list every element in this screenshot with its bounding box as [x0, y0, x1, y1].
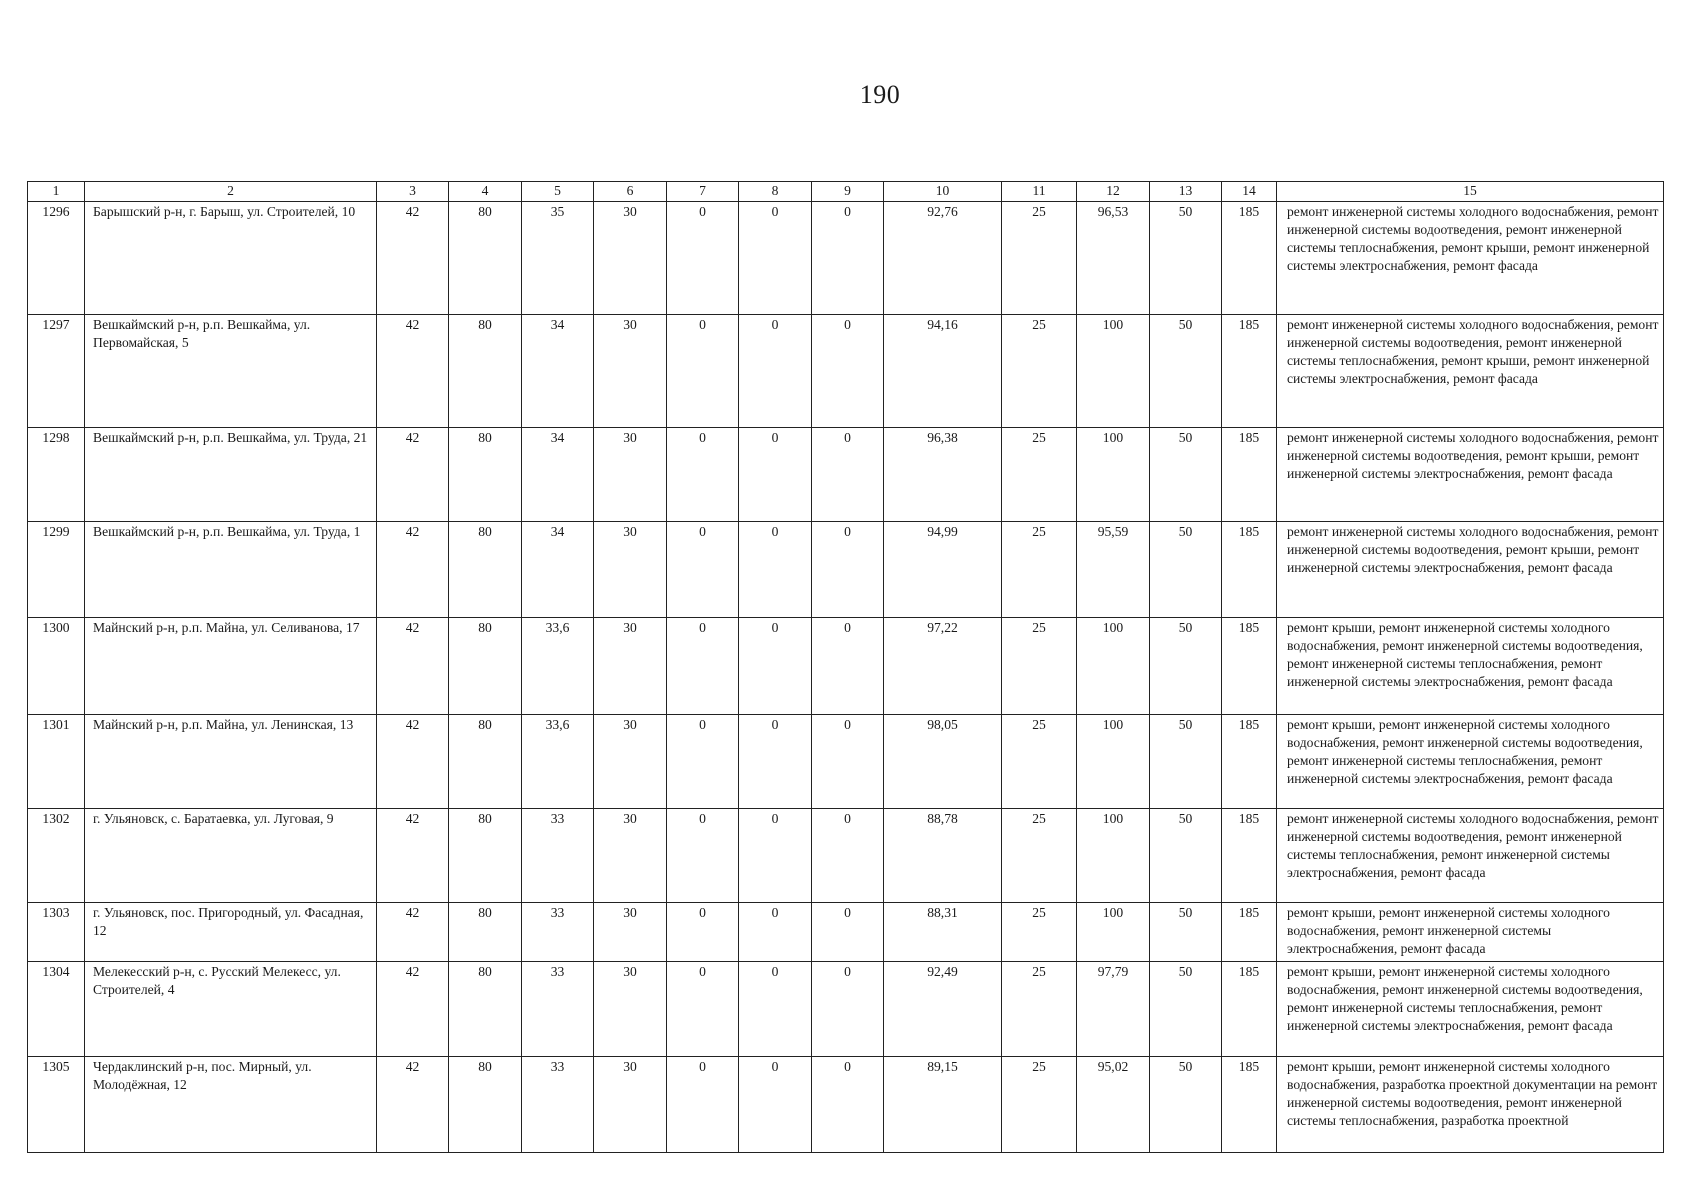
value-cell: 94,99 — [884, 522, 1002, 618]
works-list-cell: ремонт инженерной системы холодного водоснабжения, ремонт инженерной системы водоотведения, ремонт крыши, ремонт инженерной системы электроснабжения, ремонт фасада — [1277, 522, 1664, 618]
column-header: 1 — [28, 182, 85, 202]
value-cell: 0 — [739, 522, 812, 618]
value-cell: 0 — [667, 809, 739, 903]
value-cell: 42 — [377, 315, 449, 428]
address-cell: Барышский р-н, г. Барыш, ул. Строителей, 10 — [85, 202, 377, 315]
works-list-cell: ремонт крыши, ремонт инженерной системы холодного водоснабжения, ремонт инженерной системы водоотведения, ремонт инженерной системы теплоснабжения, ремонт инженерной системы электроснабжения, ремонт фасада — [1277, 618, 1664, 715]
value-cell: 50 — [1150, 202, 1222, 315]
value-cell: 185 — [1222, 315, 1277, 428]
value-cell: 42 — [377, 903, 449, 962]
value-cell: 33,6 — [522, 618, 594, 715]
row-id-cell: 1305 — [28, 1057, 85, 1153]
value-cell: 30 — [594, 428, 667, 522]
address-cell: Майнский р-н, р.п. Майна, ул. Селиванова, 17 — [85, 618, 377, 715]
value-cell: 0 — [739, 428, 812, 522]
value-cell: 92,49 — [884, 962, 1002, 1057]
value-cell: 100 — [1077, 903, 1150, 962]
value-cell: 50 — [1150, 962, 1222, 1057]
value-cell: 185 — [1222, 202, 1277, 315]
row-id-cell: 1300 — [28, 618, 85, 715]
column-header: 13 — [1150, 182, 1222, 202]
column-header: 11 — [1002, 182, 1077, 202]
column-header: 2 — [85, 182, 377, 202]
value-cell: 80 — [449, 522, 522, 618]
value-cell: 0 — [667, 315, 739, 428]
address-cell: Майнский р-н, р.п. Майна, ул. Ленинская, 13 — [85, 715, 377, 809]
value-cell: 25 — [1002, 715, 1077, 809]
address-cell: г. Ульяновск, пос. Пригородный, ул. Фасадная, 12 — [85, 903, 377, 962]
value-cell: 0 — [667, 202, 739, 315]
row-id-cell: 1299 — [28, 522, 85, 618]
value-cell: 30 — [594, 1057, 667, 1153]
table-row — [28, 809, 1664, 903]
column-number-row — [28, 182, 1664, 202]
value-cell: 33 — [522, 1057, 594, 1153]
value-cell: 25 — [1002, 428, 1077, 522]
value-cell: 96,38 — [884, 428, 1002, 522]
table-row — [28, 522, 1664, 618]
works-list-cell: ремонт крыши, ремонт инженерной системы холодного водоснабжения, ремонт инженерной системы электроснабжения, ремонт фасада — [1277, 903, 1664, 962]
column-header: 7 — [667, 182, 739, 202]
value-cell: 0 — [739, 962, 812, 1057]
value-cell: 100 — [1077, 315, 1150, 428]
value-cell: 33,6 — [522, 715, 594, 809]
column-header: 5 — [522, 182, 594, 202]
address-cell: Вешкаймский р-н, р.п. Вешкайма, ул. Труда, 21 — [85, 428, 377, 522]
works-list-cell: ремонт инженерной системы холодного водоснабжения, ремонт инженерной системы водоотведения, ремонт инженерной системы теплоснабжения, ремонт инженерной системы электроснабжения, ремонт фасада — [1277, 809, 1664, 903]
value-cell: 80 — [449, 962, 522, 1057]
value-cell: 30 — [594, 809, 667, 903]
value-cell: 185 — [1222, 715, 1277, 809]
address-cell: Мелекесский р-н, с. Русский Мелекесс, ул. Строителей, 4 — [85, 962, 377, 1057]
value-cell: 30 — [594, 315, 667, 428]
value-cell: 95,02 — [1077, 1057, 1150, 1153]
value-cell: 0 — [739, 202, 812, 315]
value-cell: 100 — [1077, 618, 1150, 715]
value-cell: 100 — [1077, 809, 1150, 903]
value-cell: 35 — [522, 202, 594, 315]
value-cell: 30 — [594, 903, 667, 962]
works-list-cell: ремонт крыши, ремонт инженерной системы холодного водоснабжения, ремонт инженерной системы водоотведения, ремонт инженерной системы теплоснабжения, ремонт инженерной системы электроснабжения, ремонт фасада — [1277, 715, 1664, 809]
value-cell: 30 — [594, 715, 667, 809]
row-id-cell: 1303 — [28, 903, 85, 962]
value-cell: 42 — [377, 202, 449, 315]
value-cell: 185 — [1222, 618, 1277, 715]
value-cell: 0 — [667, 618, 739, 715]
value-cell: 50 — [1150, 1057, 1222, 1153]
value-cell: 97,79 — [1077, 962, 1150, 1057]
value-cell: 88,78 — [884, 809, 1002, 903]
table-row — [28, 315, 1664, 428]
value-cell: 42 — [377, 962, 449, 1057]
value-cell: 0 — [667, 428, 739, 522]
table-row — [28, 715, 1664, 809]
works-list-cell: ремонт крыши, ремонт инженерной системы холодного водоснабжения, разработка проектной документации на ремонт инженерной системы водоотведения, ремонт инженерной системы теплоснабжения, разработка проектной — [1277, 1057, 1664, 1153]
value-cell: 185 — [1222, 522, 1277, 618]
value-cell: 80 — [449, 618, 522, 715]
value-cell: 0 — [667, 903, 739, 962]
works-list-cell: ремонт инженерной системы холодного водоснабжения, ремонт инженерной системы водоотведения, ремонт инженерной системы теплоснабжения, ремонт крыши, ремонт инженерной системы электроснабжения, ремонт фасада — [1277, 315, 1664, 428]
row-id-cell: 1297 — [28, 315, 85, 428]
value-cell: 50 — [1150, 809, 1222, 903]
value-cell: 25 — [1002, 618, 1077, 715]
value-cell: 0 — [812, 618, 884, 715]
value-cell: 0 — [739, 315, 812, 428]
column-header: 6 — [594, 182, 667, 202]
table-row — [28, 428, 1664, 522]
row-id-cell: 1301 — [28, 715, 85, 809]
repair-program-table — [27, 181, 1664, 1153]
value-cell: 0 — [739, 618, 812, 715]
value-cell: 80 — [449, 715, 522, 809]
value-cell: 80 — [449, 428, 522, 522]
value-cell: 100 — [1077, 428, 1150, 522]
value-cell: 80 — [449, 809, 522, 903]
value-cell: 30 — [594, 522, 667, 618]
value-cell: 34 — [522, 522, 594, 618]
value-cell: 0 — [739, 809, 812, 903]
value-cell: 94,16 — [884, 315, 1002, 428]
table-body — [28, 202, 1664, 1153]
row-id-cell: 1298 — [28, 428, 85, 522]
value-cell: 0 — [812, 315, 884, 428]
column-header: 3 — [377, 182, 449, 202]
value-cell: 0 — [739, 715, 812, 809]
page-number: 190 — [859, 80, 901, 109]
table-row — [28, 1057, 1664, 1153]
value-cell: 88,31 — [884, 903, 1002, 962]
value-cell: 25 — [1002, 522, 1077, 618]
value-cell: 50 — [1150, 618, 1222, 715]
value-cell: 0 — [667, 1057, 739, 1153]
column-header: 8 — [739, 182, 812, 202]
value-cell: 30 — [594, 202, 667, 315]
value-cell: 0 — [812, 428, 884, 522]
address-cell: Вешкаймский р-н, р.п. Вешкайма, ул. Труда, 1 — [85, 522, 377, 618]
works-list-cell: ремонт крыши, ремонт инженерной системы холодного водоснабжения, ремонт инженерной системы водоотведения, ремонт инженерной системы теплоснабжения, ремонт инженерной системы электроснабжения, ремонт фасада — [1277, 962, 1664, 1057]
value-cell: 185 — [1222, 1057, 1277, 1153]
value-cell: 0 — [739, 903, 812, 962]
works-list-cell: ремонт инженерной системы холодного водоснабжения, ремонт инженерной системы водоотведения, ремонт крыши, ремонт инженерной системы электроснабжения, ремонт фасада — [1277, 428, 1664, 522]
table-row — [28, 962, 1664, 1057]
column-header: 9 — [812, 182, 884, 202]
row-id-cell: 1304 — [28, 962, 85, 1057]
table-row — [28, 202, 1664, 315]
value-cell: 95,59 — [1077, 522, 1150, 618]
address-cell: Вешкаймский р-н, р.п. Вешкайма, ул. Первомайская, 5 — [85, 315, 377, 428]
value-cell: 50 — [1150, 522, 1222, 618]
value-cell: 50 — [1150, 903, 1222, 962]
value-cell: 42 — [377, 618, 449, 715]
column-header: 4 — [449, 182, 522, 202]
value-cell: 0 — [667, 522, 739, 618]
value-cell: 34 — [522, 428, 594, 522]
value-cell: 33 — [522, 903, 594, 962]
value-cell: 42 — [377, 1057, 449, 1153]
table-row — [28, 618, 1664, 715]
value-cell: 30 — [594, 618, 667, 715]
value-cell: 0 — [812, 522, 884, 618]
works-list-cell: ремонт инженерной системы холодного водоснабжения, ремонт инженерной системы водоотведения, ремонт инженерной системы теплоснабжения, ремонт крыши, ремонт инженерной системы электроснабжения, ремонт фасада — [1277, 202, 1664, 315]
value-cell: 0 — [667, 962, 739, 1057]
value-cell: 50 — [1150, 715, 1222, 809]
value-cell: 185 — [1222, 962, 1277, 1057]
address-cell: г. Ульяновск, с. Баратаевка, ул. Луговая, 9 — [85, 809, 377, 903]
value-cell: 42 — [377, 809, 449, 903]
value-cell: 96,53 — [1077, 202, 1150, 315]
value-cell: 30 — [594, 962, 667, 1057]
value-cell: 33 — [522, 962, 594, 1057]
value-cell: 0 — [812, 202, 884, 315]
value-cell: 25 — [1002, 202, 1077, 315]
value-cell: 185 — [1222, 809, 1277, 903]
value-cell: 33 — [522, 809, 594, 903]
value-cell: 50 — [1150, 428, 1222, 522]
row-id-cell: 1302 — [28, 809, 85, 903]
value-cell: 0 — [667, 715, 739, 809]
row-id-cell: 1296 — [28, 202, 85, 315]
value-cell: 185 — [1222, 903, 1277, 962]
value-cell: 0 — [812, 962, 884, 1057]
value-cell: 42 — [377, 428, 449, 522]
value-cell: 80 — [449, 202, 522, 315]
value-cell: 0 — [739, 1057, 812, 1153]
value-cell: 0 — [812, 715, 884, 809]
address-cell: Чердаклинский р-н, пос. Мирный, ул. Молодёжная, 12 — [85, 1057, 377, 1153]
value-cell: 92,76 — [884, 202, 1002, 315]
column-header: 10 — [884, 182, 1002, 202]
value-cell: 80 — [449, 1057, 522, 1153]
value-cell: 34 — [522, 315, 594, 428]
column-header: 15 — [1277, 182, 1664, 202]
value-cell: 25 — [1002, 903, 1077, 962]
value-cell: 98,05 — [884, 715, 1002, 809]
value-cell: 0 — [812, 809, 884, 903]
value-cell: 100 — [1077, 715, 1150, 809]
value-cell: 97,22 — [884, 618, 1002, 715]
value-cell: 25 — [1002, 809, 1077, 903]
value-cell: 25 — [1002, 962, 1077, 1057]
column-header: 12 — [1077, 182, 1150, 202]
value-cell: 25 — [1002, 1057, 1077, 1153]
value-cell: 25 — [1002, 315, 1077, 428]
value-cell: 42 — [377, 522, 449, 618]
value-cell: 42 — [377, 715, 449, 809]
value-cell: 50 — [1150, 315, 1222, 428]
value-cell: 89,15 — [884, 1057, 1002, 1153]
value-cell: 80 — [449, 315, 522, 428]
value-cell: 0 — [812, 903, 884, 962]
value-cell: 80 — [449, 903, 522, 962]
column-header: 14 — [1222, 182, 1277, 202]
table-row — [28, 903, 1664, 962]
value-cell: 185 — [1222, 428, 1277, 522]
value-cell: 0 — [812, 1057, 884, 1153]
